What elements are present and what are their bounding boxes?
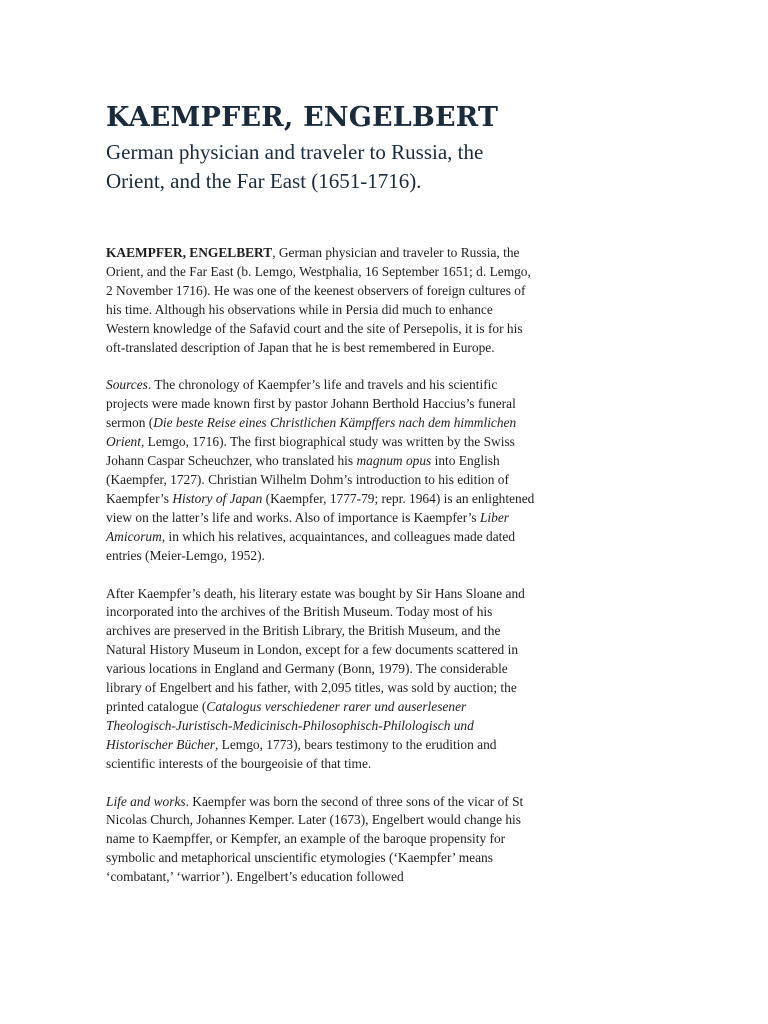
section-label-life-and-works: Life and works bbox=[106, 793, 186, 809]
cited-title-catalogue: Catalogus verschiedener rarer und auserlesener Theologisch-Juristisch-Medicinisch-Philosophisch-Philologisch und Historischer Bücher bbox=[106, 698, 474, 752]
sources-text-1: . The chronology of Kaempfer’s life and travels and his scientific projects were made known first by pastor Johann Berthold Haccius’s funeral sermon ( bbox=[106, 377, 516, 431]
sources-text-2: , Lemgo, 1716). The first biographical study was written by the Swiss Johann Caspar Scheuchzer, who translated his bbox=[106, 434, 515, 469]
estate-text-2: , Lemgo, 1773), bears testimony to the erudition and scientific interests of the bourgeoisie of that time. bbox=[106, 736, 497, 771]
article-title: KAEMPFER, ENGELBERT bbox=[106, 102, 499, 133]
paragraph-life-and-works bbox=[106, 793, 538, 888]
estate-text-1: After Kaempfer’s death, his literary estate was bought by Sir Hans Sloane and incorporated into the archives of the British Museum. Today most of his archives are preserved in the British Library, the British Museum, and the Natural History Museum in London, except for a few documents scattered in various locations in England and Germany (Bonn, 1979). The considerable library of Engelbert and his father, with 2,095 titles, was sold by auction; the printed catalogue ( bbox=[106, 585, 525, 714]
life-text: . Kaempfer was born the second of three sons of the vicar of St Nicolas Church, Johannes Kemper. Later (1673), Engelbert would change his name to Kaempffer, or Kempfer, an example of the baroque propensity for symbolic and metaphorical unscientific etymologies (‘Kaempfer’ means ‘combatant,’ ‘warrior’). Engelbert’s education followed bbox=[106, 793, 524, 885]
sources-text-3: into English (Kaempfer, 1727). Christian Wilhelm Dohm’s introduction to his edition of Kaempfer’s bbox=[106, 453, 509, 506]
sources-text-5: , in which his relatives, acquaintances, and colleagues made dated entries (Meier-Lemgo, 1952). bbox=[106, 528, 516, 563]
paragraph-sources bbox=[106, 376, 538, 565]
intro-text: , German physician and traveler to Russia, the Orient, and the Far East (b. Lemgo, Westphalia, 16 September 1651; d. Lemgo, 2 November 1716). He was one of the keenest observers of foreign cultures of his time. Although his observations while in Persia did much to enhance Western knowledge of the Safavid court and the site of Persepolis, it is for his oft-translated description of Japan that he is best remembered in Europe. bbox=[106, 245, 531, 355]
cited-title-liber-amicorum: Liber Amicorum bbox=[106, 509, 510, 544]
headword: KAEMPFER, ENGELBERT bbox=[106, 245, 273, 260]
section-label-sources: Sources bbox=[106, 377, 148, 393]
paragraph-intro bbox=[106, 244, 538, 357]
cited-title-history-of-japan: History of Japan bbox=[172, 490, 263, 506]
paragraph-estate bbox=[106, 585, 538, 774]
cited-title-funeral-sermon: Die beste Reise eines Christlichen Kämpffers nach dem himmlichen Orient bbox=[106, 415, 517, 450]
article-subtitle: German physician and traveler to Russia, the Orient, and the Far East (1651-1716). bbox=[106, 140, 484, 193]
cited-term-magnum-opus: magnum opus bbox=[356, 453, 432, 469]
article-page bbox=[106, 100, 538, 906]
sources-text-4: (Kaempfer, 1777-79; repr. 1964) is an enlightened view on the latter’s life and works. Also of importance is Kaempfer’s bbox=[106, 490, 535, 525]
article-body bbox=[106, 244, 538, 887]
